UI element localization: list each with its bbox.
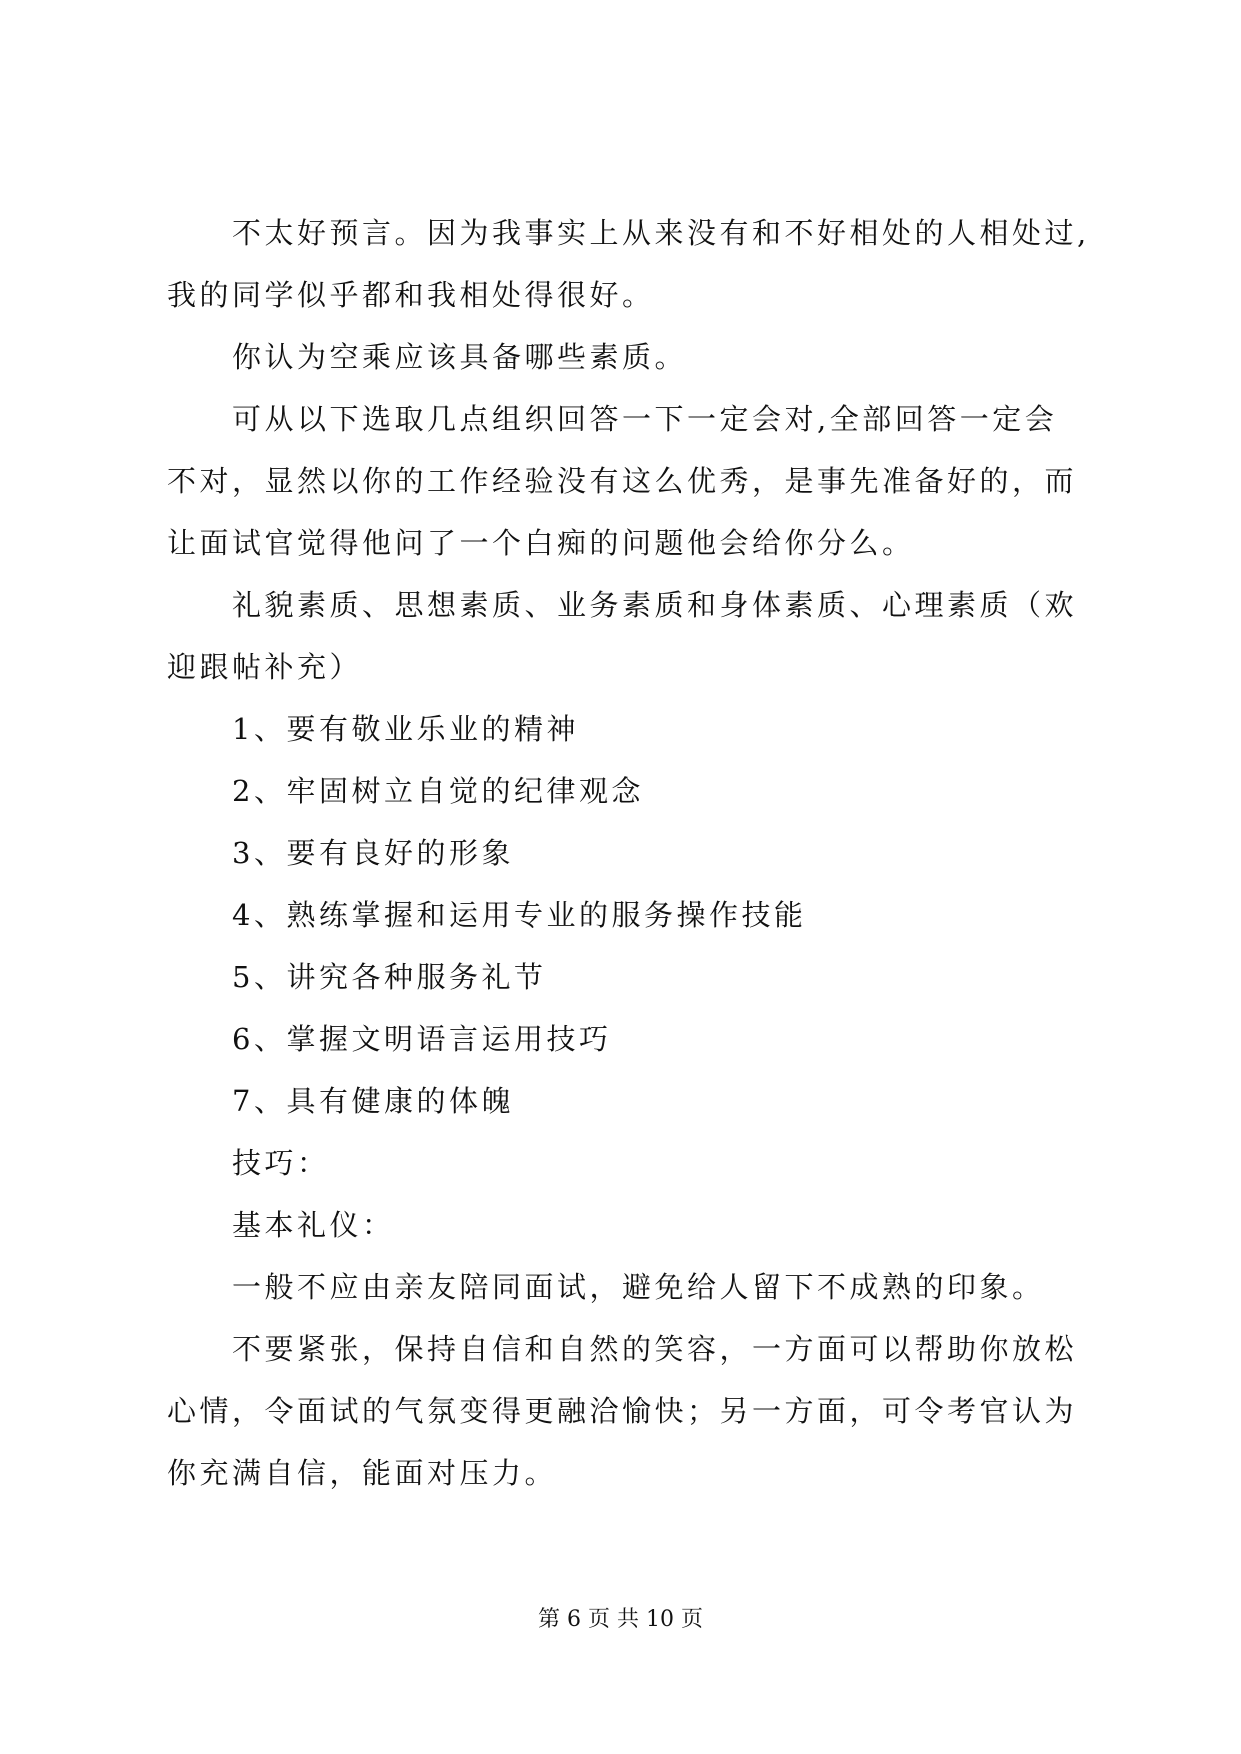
list-item: 6、掌握文明语言运用技巧 xyxy=(232,1022,612,1056)
list-item: 2、牢固树立自觉的纪律观念 xyxy=(232,774,644,808)
text-line: 我的同学似乎都和我相处得很好。 xyxy=(167,278,655,312)
list-item: 4、熟练掌握和运用专业的服务操作技能 xyxy=(232,898,807,932)
text-line: 迎跟帖补充） xyxy=(167,650,363,684)
text-line: 你充满自信，能面对压力。 xyxy=(167,1456,558,1490)
text-line: 不要紧张，保持自信和自然的笑容，一方面可以帮助你放松 xyxy=(232,1332,1078,1366)
list-item: 1、要有敬业乐业的精神 xyxy=(232,712,579,746)
page-footer: 第 6 页 共 10 页 xyxy=(538,1607,703,1632)
text-line: 可从以下选取几点组织回答一下一定会对,全部回答一定会 xyxy=(232,402,1058,436)
text-line: 一般不应由亲友陪同面试，避免给人留下不成熟的印象。 xyxy=(232,1270,1045,1304)
section-heading: 技巧： xyxy=(232,1146,330,1180)
list-item: 7、具有健康的体魄 xyxy=(232,1084,514,1118)
text-line: 让面试官觉得他问了一个白痴的问题他会给你分么。 xyxy=(167,526,915,560)
list-item: 5、讲究各种服务礼节 xyxy=(232,960,547,994)
text-line: 你认为空乘应该具备哪些素质。 xyxy=(232,340,688,374)
list-item: 3、要有良好的形象 xyxy=(232,836,514,870)
section-heading: 基本礼仪： xyxy=(232,1208,395,1242)
text-line: 不太好预言。因为我事实上从来没有和不好相处的人相处过, xyxy=(232,216,1090,250)
text-line: 礼貌素质、思想素质、业务素质和身体素质、心理素质（欢 xyxy=(232,588,1078,622)
text-line: 不对，显然以你的工作经验没有这么优秀，是事先准备好的，而 xyxy=(167,464,1078,498)
text-line: 心情，令面试的气氛变得更融洽愉快；另一方面，可令考官认为 xyxy=(167,1394,1078,1428)
